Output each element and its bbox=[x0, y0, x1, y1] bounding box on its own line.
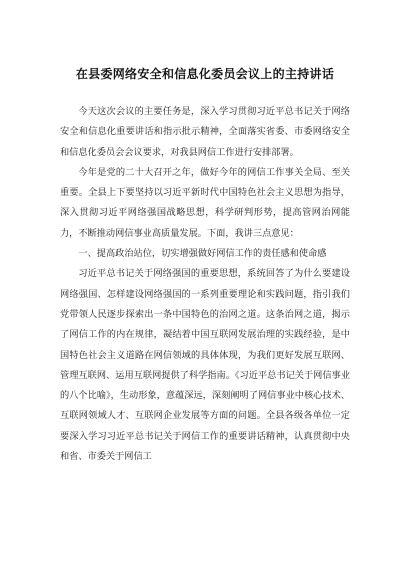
paragraph-context: 今年是党的二十大召开之年，做好今年的网信工作事关全局、至关重要。全县上下要坚持以习近平新时代中国特色社会主义思想为指导，深入贯彻习近平网络强国战略思想，科学研判形势，提高管网治网能力，不断推动网信事业高质量发展。下面，我讲三点意见： bbox=[60, 166, 350, 239]
paragraph-intro: 今天这次会议的主要任务是，深入学习贯彻习近平总书记关于网络安全和信息化重要讲话和指示批示精神，全面落实省委、市委网络安全和信息化委员会会议要求，对我县网信工作进行安排部署。 bbox=[60, 106, 350, 158]
section-heading-1: 一、提高政治站位，切实增强做好网信工作的责任感和使命感 bbox=[78, 248, 327, 260]
paragraph-section-1-body: 习近平总书记关于网络强国的重要思想，系统回答了为什么要建设网络强国、怎样建设网络强国的一系列重要理论和实践问题，指引我们党带领人民逐步探索出一条中国特色的治网之道。这条治网之道，揭示了网信工作的内在规律，凝结着中国互联网发展治理的实践经验，是中国特色社会主义道路在网信领域的具体体现，为我们更好发展互联网、管理互联网、运用互联网提供了科学指南。《习近平总书记关于网信事业的八个比喻》，生动形象，意蕴深远，深刻阐明了网信事业中核心技术、互联网领域人才、互联网企业发展等方面的问题。全县各级各单位一定要深入学习习近平总书记关于网信工作的重要讲话精神，认真贯彻中央和省、市委关于网信工 bbox=[60, 268, 350, 463]
document-title: 在县委网络安全和信息化委员会议上的主持讲话 bbox=[75, 67, 335, 81]
